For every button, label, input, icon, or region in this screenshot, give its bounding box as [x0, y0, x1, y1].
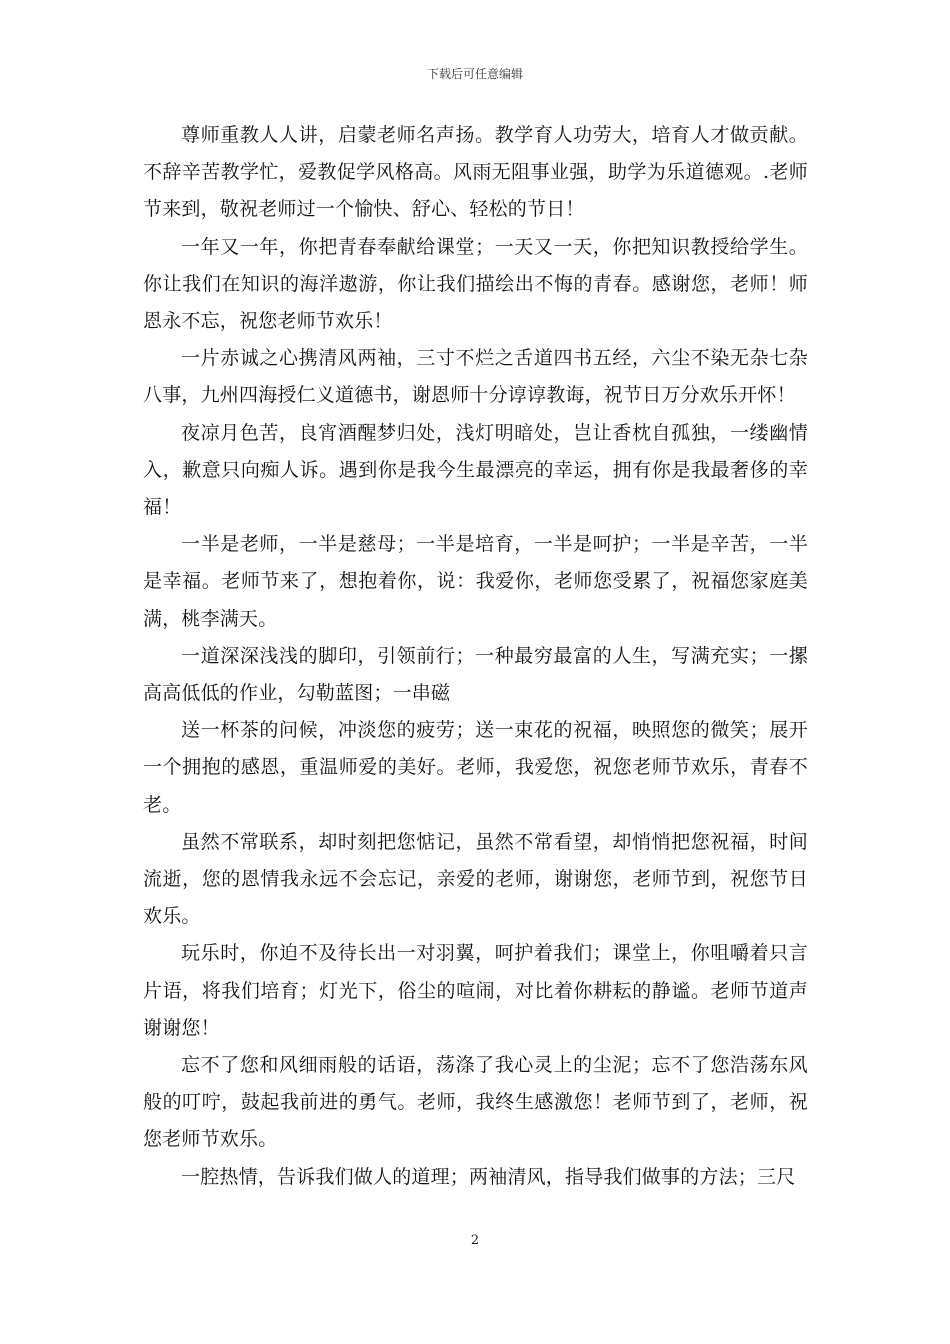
paragraph-4: 夜凉月色苦，良宵酒醒梦归处，浅灯明暗处，岂让香枕自孤独，一缕幽情入，歉意只向痴人诉。遇到你是我今生最漂亮的幸运，拥有你是我最奢侈的幸福！: [143, 421, 808, 519]
paragraph-9: 玩乐时，你迫不及待长出一对羽翼，呵护着我们；课堂上，你咀嚼着只言片语，将我们培育；灯光下，俗尘的喧闹，对比着你耕耘的静谧。老师节道声谢谢您！: [143, 942, 808, 1039]
paragraph-10: 忘不了您和风细雨般的话语，荡涤了我心灵上的尘泥；忘不了您浩荡东风般的叮咛，鼓起我前进的勇气。老师，我终生感激您！老师节到了，老师，祝您老师节欢乐。: [143, 1054, 808, 1151]
paragraph-2: 一年又一年，你把青春奉献给课堂；一天又一天，你把知识教授给学生。你让我们在知识的海洋遨游，你让我们描绘出不悔的青春。感谢您，老师！师恩永不忘，祝您老师节欢乐！: [143, 235, 808, 333]
paragraph-6: 一道深深浅浅的脚印，引领前行；一种最穷最富的人生，写满充实；一摞高高低低的作业，勾勒蓝图；一串磁: [143, 644, 808, 705]
page-header: 下载后可任意编辑: [426, 67, 523, 81]
document-body: [143, 117, 808, 1196]
paragraph-5: 一半是老师，一半是慈母；一半是培育，一半是呵护；一半是辛苦，一半是幸福。老师节来了，想抱着你，说：我爱你，老师您受累了，祝福您家庭美满，桃李满天。: [143, 533, 808, 630]
paragraph-3: 一片赤诚之心携清风两袖，三寸不烂之舌道四书五经，六尘不染无杂七杂八事，九州四海授仁义道德书，谢恩师十分谆谆教诲，祝节日万分欢乐开怀！: [143, 347, 808, 407]
paragraph-11: 一腔热情，告诉我们做人的道理；两袖清风，指导我们做事的方法；三尺: [181, 1165, 796, 1188]
paragraph-1: 尊师重教人人讲，启蒙老师名声扬。教学育人功劳大，培育人才做贡献。不辞辛苦教学忙，爱教促学风格高。风雨无阻事业强，助学为乐道德观。.老师节来到，敬祝老师过一个愉快、舒心、轻松的节日！: [143, 124, 808, 221]
paragraph-8: 虽然不常联系，却时刻把您惦记，虽然不常看望，却悄悄把您祝福，时间流逝，您的恩情我永远不会忘记，亲爱的老师，谢谢您，老师节到，祝您节日欢乐。: [143, 830, 808, 928]
paragraph-7: 送一杯茶的问候，冲淡您的疲劳；送一束花的祝福，映照您的微笑；展开一个拥抱的感恩，重温师爱的美好。老师，我爱您，祝您老师节欢乐，青春不老。: [143, 719, 808, 816]
page-number: 2: [470, 1233, 480, 1248]
